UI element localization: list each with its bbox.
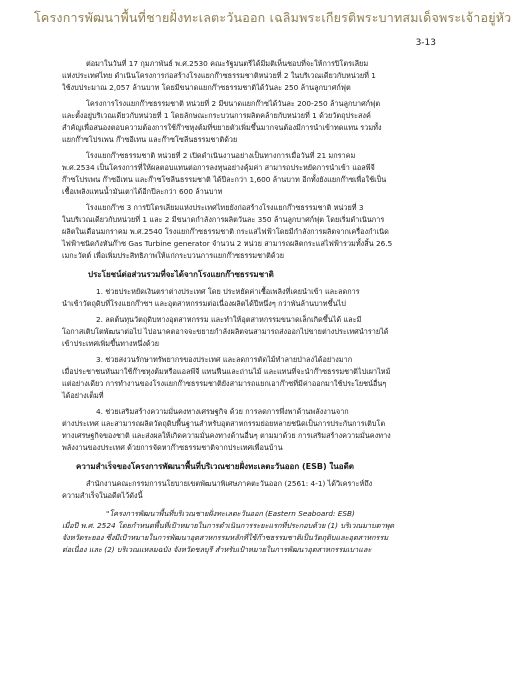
page-number: 3-13 <box>415 38 436 48</box>
paragraph-gsp2-approval <box>62 58 424 94</box>
text-line: สำนักงานคณะกรรมการนโยบายเขตพัฒนาพิเศษภาคตะวันออก (2561: 4-1) ได้วิเคราะห์ถึง <box>86 479 373 488</box>
text-line: 3. ช่วยสงวนรักษาทรัพยากรของประเทศ และลดการตัดไม้ทำลายป่าลงได้อย่างมาก <box>96 355 353 364</box>
text-line: 2. ลดต้นทุนวัตถุดิบทางอุตสาหกรรม และทำให้อุตสาหกรรมขนาดเล็กเกิดขึ้นได้ และมี <box>96 315 362 324</box>
text-line: 4. ช่วยเสริมสร้างความมั่นคงทางเศรษฐกิจ ด้วย การลดการพึ่งพาด้านพลังงานจาก <box>96 407 349 416</box>
benefit-item-2 <box>62 314 424 350</box>
text-line: แห่งประเทศไทย ดำเนินโครงการก่อสร้างโรงแยกก๊าซธรรมชาติหน่วยที่ 2 ในบริเวณเดียวกับหน่วยที่ 1 <box>62 71 376 80</box>
text-line: สำคัญเพื่อสนองตอบความต้องการใช้ก๊าซหุงต้มที่ขยายตัวเพิ่มขึ้นมากจนต้องมีการนำเข้าทดแทน รวมทั้ง <box>62 123 382 132</box>
text-line: จังหวัดระยอง ซึ่งมีเป้าหมายในการพัฒนาอุตสาหกรรมหลักที่ใช้ก๊าซธรรมชาติเป็นวัตถุดิบและอุตสาหกรรม <box>62 533 389 542</box>
text-line: "โครงการพัฒนาพื้นที่บริเวณชายฝั่งทะเลตะวันออก (Eastern Seaboard: ESB) <box>106 509 355 518</box>
text-line: เมื่อปี พ.ศ. 2524 โดยกำหนดพื้นที่เป้าหมายในการดำเนินการระยะแรกที่ประกอบด้วย (1) บริเวณมาบตาพุด <box>62 521 395 530</box>
text-line: นำเข้าวัตถุดิบที่โรงแยกก๊าซฯ และอุตสาหกรรมต่อเนื่องผลิตได้ปีหนึ่งๆ กว่าพันล้านบาทขึ้นไป <box>62 299 346 308</box>
text-line: ไฟฟ้าชนิดกังหันก๊าซ Gas Turbine generator จำนวน 2 หน่วย สามารถผลิตกระแสไฟฟ้ารวมทั้งสิ้น 26.5 <box>62 239 393 248</box>
paragraph-gsp2-project <box>62 98 424 146</box>
section-heading-esb: ความสำเร็จของโครงการพัฒนาพื้นที่บริเวณชายฝั่งทะเลตะวันออก (ESB) ในอดีต <box>76 462 354 471</box>
benefit-item-3 <box>62 354 424 402</box>
text-line: โอกาสเติบโตพัฒนาต่อไป ไปอนาคตอาจจะขยายกำลังผลิตจนสามารถส่งออกไปขายต่างประเทศนำรายได้ <box>62 327 389 336</box>
text-line: แต่อย่างเดียว การทำงานของโรงแยกก๊าซธรรมชาติยังสามารถแยกเอาก๊าซที่มีค่าออกมาใช้ประโยชน์อื่นๆ <box>62 379 387 388</box>
benefit-item-1 <box>62 286 424 310</box>
text-line: โรงแยกก๊าซธรรมชาติ หน่วยที่ 2 เปิดดำเนินงานอย่างเป็นทางการเมื่อวันที่ 21 มกราคม <box>86 151 356 160</box>
text-line: เมกะวัตต์ เพื่อเพิ่มประสิทธิภาพให้แก่กระบวนการแยกก๊าซธรรมชาติด้วย <box>62 251 285 260</box>
text-line: เมื่อประชาชนหันมาใช้ก๊าซหุงต้มหรือแอลพีจี แทนฟืนและถ่านไม้ และแทนที่จะนำก๊าซธรรมชาติไปเผาไหม้ <box>62 367 391 376</box>
text-line: ผลิตในเดือนมกราคม พ.ศ.2540 โรงแยกก๊าซธรรมชาติ กระแสไฟฟ้าโดยมีกำลังการผลิตจากเครื่องกำเนิด <box>62 227 389 236</box>
text-line: พ.ศ.2534 เป็นโครงการที่ให้ผลตอบแทนต่อการลงทุนอย่างคุ้มค่า สามารถประหยัดการนำเข้า แอลพีจี <box>62 163 375 172</box>
text-line: ใช้งบประมาณ 2,057 ล้านบาท โดยมีขนาดแยกก๊าซธรรมชาติได้วันละ 250 ล้านลูกบาศก์ฟุต <box>62 83 351 92</box>
text-line: ทางเศรษฐกิจของชาติ และส่งผลให้เกิดความมั่นคงทางด้านอื่นๆ ตามมาด้วย การเสริมสร้างความมั่นคงทาง <box>62 431 391 440</box>
paragraph-gsp3 <box>62 202 424 262</box>
text-line: ก๊าซโปรเพน ก๊าซอีเทน และก๊าซโซลีนธรรมชาติ ได้ปีละกว่า 1,600 ล้านบาท อีกทั้งยังแยกก๊าซเพื่อใช้เป็น <box>62 175 387 184</box>
text-line: เชื้อเพลิงแทนน้ำมันเตาได้อีกปีละกว่า 600 ล้านบาท <box>62 187 223 196</box>
text-line: เข้าประเทศเพิ่มขึ้นทางหนึ่งด้วย <box>62 339 160 348</box>
text-line: โครงการโรงแยกก๊าซธรรมชาติ หน่วยที่ 2 มีขนาดแยกก๊าซได้วันละ 200-250 ล้านลูกบาศก์ฟุต <box>86 99 381 108</box>
page-content <box>62 58 424 556</box>
text-line: ได้อย่างเต็มที่ <box>62 391 104 400</box>
text-line: ต่อเนื่อง และ (2) บริเวณแหลมฉบัง จังหวัดชลบุรี สำหรับเป้าหมายในการพัฒนาอุตสาหกรรมเบาและ <box>62 545 372 554</box>
text-line: ในบริเวณเดียวกับหน่วยที่ 1 และ 2 มีขนาดกำลังการผลิตวันละ 350 ล้านลูกบาศก์ฟุต โดยเริ่มดำเนินการ <box>62 215 385 224</box>
benefit-item-4 <box>62 406 424 454</box>
section-heading-benefits: ประโยชน์ต่อส่วนรวมที่จะได้จากโรงแยกก๊าซธรรมชาติ <box>88 270 274 279</box>
paragraph-esb-intro <box>62 478 424 502</box>
text-line: 1. ช่วยประหยัดเงินตราต่างประเทศ โดย ประหยัดค่าเชื้อเพลิงที่เคยนำเข้า และลดการ <box>96 287 360 296</box>
running-header-title: โครงการพัฒนาพื้นที่ชายฝั่งทะเลตะวันออก เฉลิมพระเกียรติพระบาทสมเด็จพระเจ้าอยู่หัว <box>34 10 511 25</box>
text-line: พลังงานของประเทศ ด้วยการจัดหาก๊าซธรรมชาติจากประเทศเพื่อนบ้าน <box>62 443 283 452</box>
text-line: โรงแยกก๊าซ 3 การปิโตรเลียมแห่งประเทศไทยยังก่อสร้างโรงแยกก๊าซธรรมชาติ หน่วยที่ 3 <box>86 203 364 212</box>
text-line: ความสำเร็จในอดีตไว้ดังนี้ <box>62 491 143 500</box>
text-line: ต่อมาในวันที่ 17 กุมภาพันธ์ พ.ศ.2530 คณะรัฐมนตรีได้มีมติเห็นชอบที่จะให้การปิโตรเลียม <box>86 59 369 68</box>
paragraph-esb-quote <box>62 508 424 556</box>
text-line: และตั้งอยู่บริเวณเดียวกับหน่วยที่ 1 โดยลักษณะกระบวนการผลิตคล้ายกับหน่วยที่ 1 ด้วยวัตถุประสงค์ <box>62 111 371 120</box>
text-line: ต่างประเทศ และสามารถผลิตวัตถุดิบพื้นฐานสำหรับอุตสาหกรรมย่อยหลายชนิดเป็นการประกันการเติบโต <box>62 419 386 428</box>
paragraph-gsp2-opening <box>62 150 424 198</box>
text-line: แยกก๊าซโปรเพน ก๊าซอีเทน และก๊าซโซลีนธรรมชาติด้วย <box>62 135 238 144</box>
